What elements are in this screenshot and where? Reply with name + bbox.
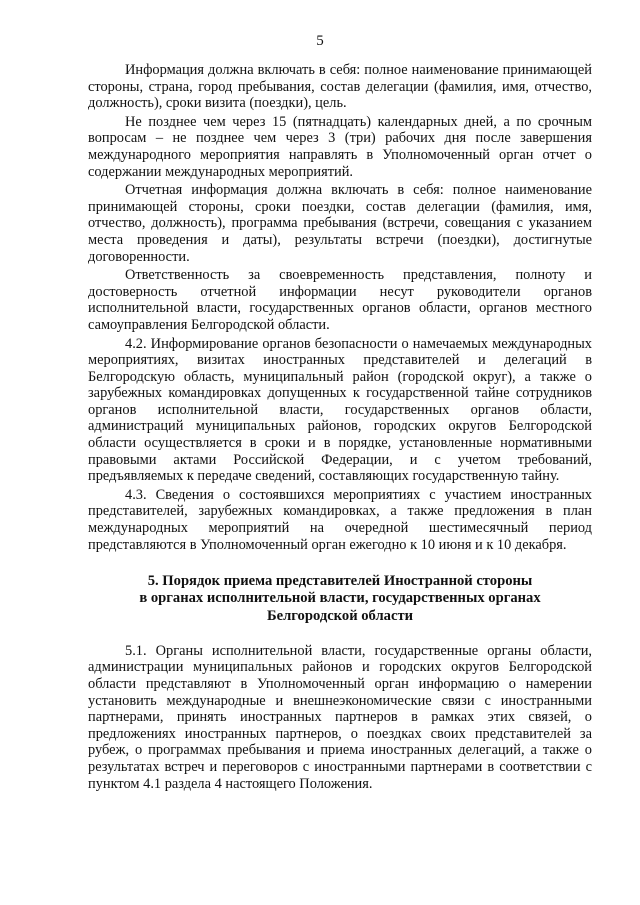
paragraph-4-3: 4.3. Сведения о состоявшихся мероприятиях с участием иностранных представителей, зарубежных командировках, а также предложения в план международных мероприятий на очередной шестимесячный период представляются в Уполномоченный орган ежегодно к 10 июня и к 10 декабря. bbox=[88, 486, 592, 553]
document-body bbox=[88, 62, 592, 792]
section-heading-line-3: Белгородской области bbox=[266, 607, 414, 624]
paragraph-report-content: Отчетная информация должна включать в себя: полное наименование принимающей стороны, сроки поездки, состав делегации (фамилия, имя, отчество, должность), программа пребывания (встречи, совещания с указанием места проведения и даты), результаты встречи (поездки), достигнутые договоренности. bbox=[88, 182, 592, 265]
page-number: 5 bbox=[316, 33, 324, 49]
section-heading-line-2: в органах исполнительной власти, государственных органах bbox=[139, 590, 541, 607]
paragraph-responsibility: Ответственность за своевременность представления, полноту и достоверность отчетной информации несут руководители органов исполнительной власти, государственных органов области, органов местного самоуправления Белгородской области. bbox=[88, 267, 592, 333]
paragraph-5-1: 5.1. Органы исполнительной власти, государственные органы области, администрации муниципальных районов и городских округов Белгородской области представляют в Уполномоченный орган информацию о намерении установить международные и внешнеэкономические связи с иностранными партнерами, принять иностранных партнеров в рамках этих связей, о предложениях иностранных партнеров, о поездках своих представителей за рубеж, о программах пребывания и приема иностранных делегаций, а также о результатах встреч и переговоров с иностранными партнерами в соответствии с пунктом 4.1 раздела 4 настоящего Положения. bbox=[88, 642, 592, 792]
paragraph-visit-info: Информация должна включать в себя: полное наименование принимающей стороны, страна, город пребывания, состав делегации (фамилия, имя, отчество, должность), сроки визита (поездки), цель. bbox=[88, 62, 592, 112]
paragraph-report-deadline: Не позднее чем через 15 (пятнадцать) календарных дней, а по срочным вопросам – не позднее чем через 3 (три) рабочих дня после завершения международного мероприятия направлять в Уполномоченный орган отчет о содержании международных мероприятий. bbox=[88, 113, 592, 180]
section-heading bbox=[88, 573, 592, 625]
section-heading-line-1: 5. Порядок приема представителей Иностранной стороны bbox=[147, 573, 533, 590]
paragraph-4-2: 4.2. Информирование органов безопасности о намечаемых международных мероприятиях, визитах иностранных представителей и делегаций в Белгородскую область, муниципальный район (городской округ), а также о зарубежных командировках допущенных к государственной тайне сотрудников органов исполнительной власти, государственных органов области, администраций муниципальных районов, городских округов Белгородской области осуществляется в сроки и в порядке, установленные нормативными правовыми актами Российской Федерации, и с учетом требований, предъявляемых к передаче сведений, составляющих государственную тайну. bbox=[88, 335, 592, 485]
